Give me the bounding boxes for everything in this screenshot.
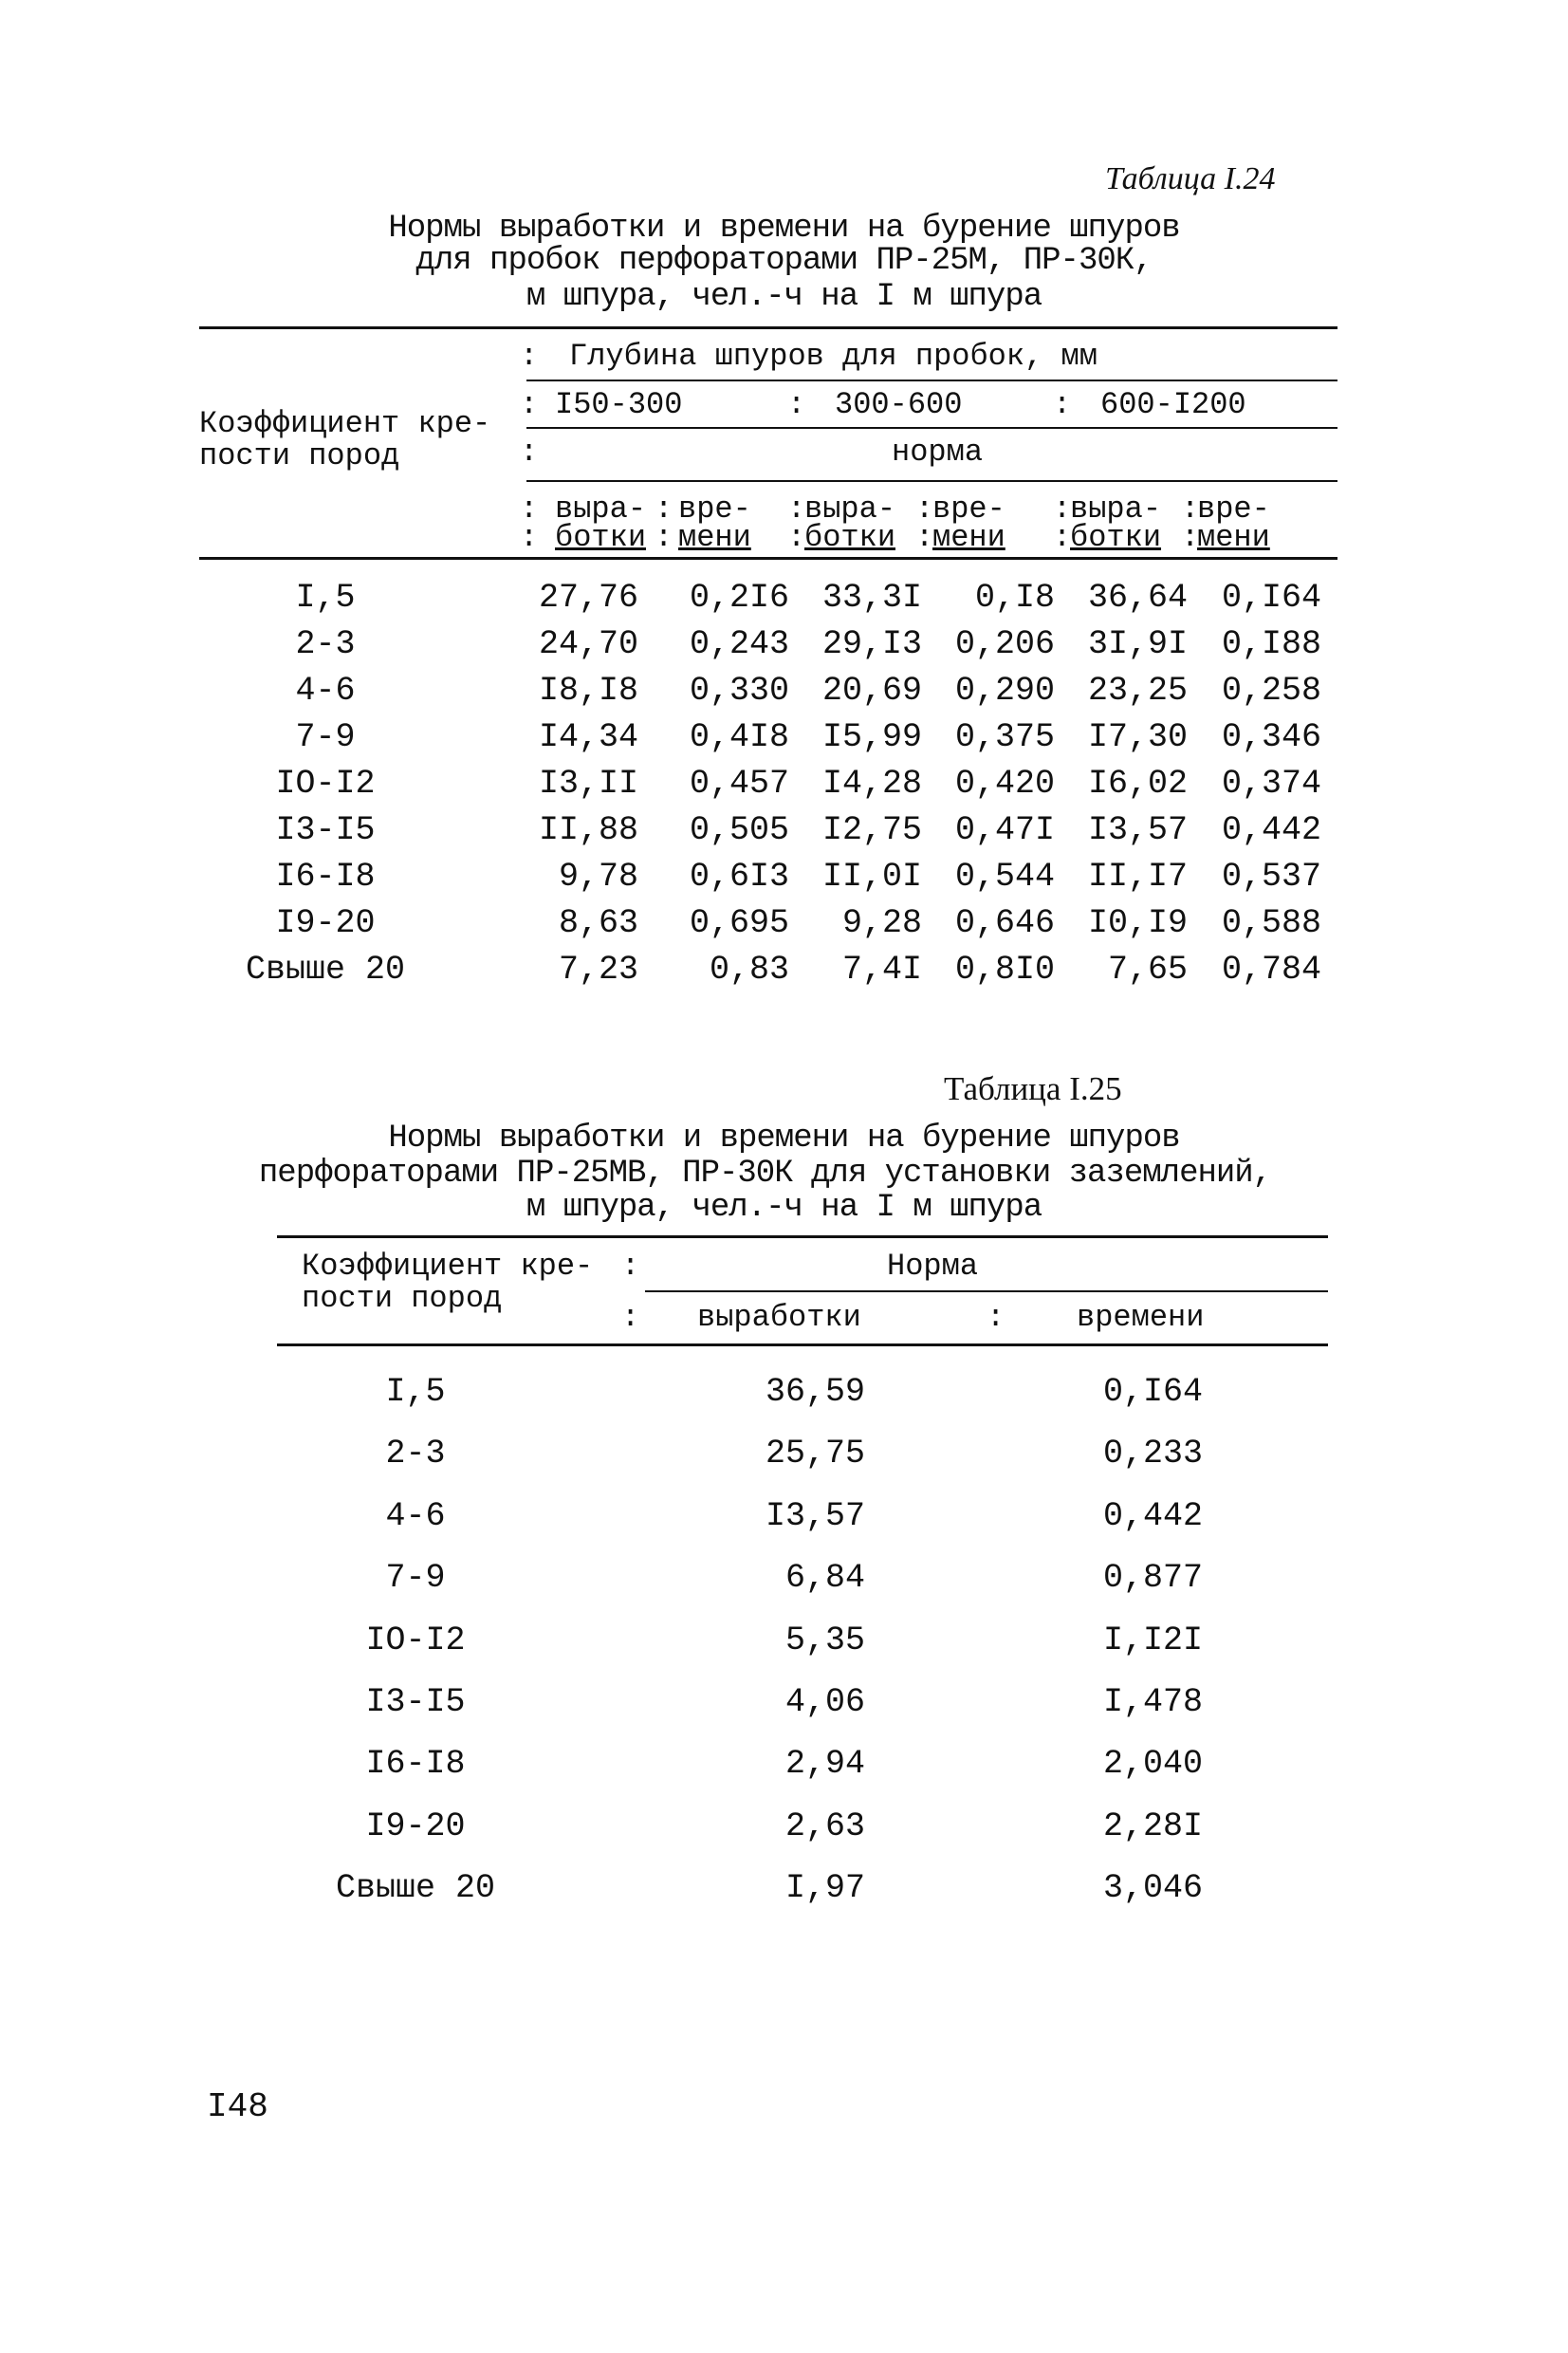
sub-time-2-a: вре- (932, 491, 1005, 527)
table-1-cell: 36,64 (1087, 579, 1188, 617)
sub-time-2-b: мени (932, 520, 1005, 555)
rule (526, 427, 1337, 429)
table-1-cell: 9,78 (558, 858, 638, 896)
table-1-cell: 0,544 (954, 858, 1055, 896)
table-1-cell: 7,23 (558, 951, 638, 989)
header-colon: : (621, 1300, 640, 1335)
table-1-row-label: 7-9 (295, 718, 356, 756)
table-2-caption-line-1: Нормы выработки и времени на бурение шпуров (388, 1121, 1180, 1157)
rule (645, 1290, 1328, 1292)
sub-time-3-a: вре- (1197, 491, 1270, 527)
table-1-cell: 0,346 (1221, 718, 1321, 756)
table-2-top-rule (277, 1235, 1328, 1238)
table-1-cell: II,0I (821, 858, 922, 896)
table-1-caption-line-2: для пробок перфораторами ПР-25М, ПР-30К, (415, 243, 1153, 279)
table-2-row-label: Свыше 20 (335, 1869, 496, 1908)
table-2-caption-line-2: перфораторами ПР-25МВ, ПР-30К для установки заземлений, (258, 1156, 1272, 1192)
table-1-cell: I4,34 (538, 718, 638, 756)
table-1-cell: 9,28 (841, 904, 922, 942)
table-1-cell: I0,I9 (1087, 904, 1188, 942)
table-2-cell: 0,233 (1102, 1435, 1203, 1473)
table-1-cell: 23,25 (1087, 672, 1188, 710)
table-1-cell: II,I7 (1087, 858, 1188, 896)
table-2-row-label: IO-I2 (365, 1621, 466, 1659)
table-1-cell: 0,258 (1221, 672, 1321, 710)
header-colon: : (655, 520, 673, 555)
sub-output-1-b: ботки (555, 520, 647, 555)
table-1-cell: II,88 (538, 811, 638, 849)
table-2-rowlabel-line-1: Коэффициент кре- (302, 1249, 594, 1284)
header-colon: : (1053, 387, 1072, 422)
table-1-label: Таблица I.24 (1105, 161, 1276, 196)
header-colon: : (655, 491, 673, 527)
table-1-row-label: IO-I2 (275, 765, 376, 803)
table-2-cell: 0,877 (1102, 1559, 1203, 1598)
header-colon: : (1053, 520, 1072, 555)
table-1-header-bottom-rule (199, 557, 1337, 560)
header-colon: : (787, 491, 806, 527)
table-2-cell: 0,442 (1102, 1496, 1203, 1535)
table-1-cell: I3,II (538, 765, 638, 803)
table-2-row-label: I3-I5 (365, 1683, 466, 1721)
header-colon: : (520, 387, 539, 422)
table-1-cell: 0,I8 (974, 579, 1055, 617)
table-1-range-3: 600-I200 (1100, 387, 1246, 422)
table-1-row-label: 4-6 (295, 672, 356, 710)
table-1-cell: 33,3I (821, 579, 922, 617)
header-colon: : (1053, 491, 1072, 527)
table-1-cell: 0,206 (954, 625, 1055, 663)
sub-output-3-b: ботки (1070, 520, 1162, 555)
header-colon: : (520, 491, 539, 527)
header-colon: : (987, 1300, 1005, 1335)
table-2-cell: 6,84 (784, 1559, 865, 1598)
sub-output-3-a: выра- (1070, 491, 1162, 527)
table-1-caption-line-1: Нормы выработки и времени на бурение шпуров (388, 211, 1180, 247)
header-colon: : (915, 520, 934, 555)
header-colon: : (1181, 491, 1200, 527)
table-1-cell: 20,69 (821, 672, 922, 710)
table-2-cell: I,97 (784, 1869, 865, 1908)
table-1-cell: 3I,9I (1087, 625, 1188, 663)
table-2-cell: 2,040 (1102, 1745, 1203, 1784)
table-1-cell: 0,4I8 (689, 718, 789, 756)
table-1-cell: 8,63 (558, 904, 638, 942)
sub-output-2-a: выра- (804, 491, 896, 527)
table-1-cell: 0,83 (709, 951, 789, 989)
table-2-cell: 5,35 (784, 1621, 865, 1659)
table-1-depth-title: Глубина шпуров для пробок, мм (569, 339, 1098, 374)
table-1-cell: 24,70 (538, 625, 638, 663)
table-2-rowlabel-line-2: пости пород (302, 1281, 503, 1316)
page-number: I48 (207, 2087, 268, 2126)
table-1-cell: 7,65 (1107, 951, 1188, 989)
table-1-cell: 0,330 (689, 672, 789, 710)
table-1-cell: 27,76 (538, 579, 638, 617)
table-1-range-2: 300-600 (835, 387, 963, 422)
table-2-cell: 36,59 (765, 1373, 865, 1411)
table-1-cell: 0,505 (689, 811, 789, 849)
rule (526, 380, 1337, 381)
table-1-row-label: 2-3 (295, 625, 356, 663)
table-1-cell: I2,75 (821, 811, 922, 849)
table-2-cell: 2,94 (784, 1745, 865, 1784)
table-1-rowlabel-line-1: Коэффициент кре- (199, 406, 491, 441)
table-1-cell: 0,537 (1221, 858, 1321, 896)
sub-time-1-b: мени (678, 520, 751, 555)
table-1-cell: 0,695 (689, 904, 789, 942)
table-2-cell: 3,046 (1102, 1869, 1203, 1908)
table-2-cell: 25,75 (765, 1435, 865, 1473)
sub-output-1-a: выра- (555, 491, 647, 527)
table-1-cell: 0,243 (689, 625, 789, 663)
table-1-cell: 0,374 (1221, 765, 1321, 803)
sub-time-1-a: вре- (678, 491, 751, 527)
table-2-cell: 2,63 (784, 1806, 865, 1845)
table-2-cell: I,478 (1102, 1683, 1203, 1721)
sub-output-2-b: ботки (804, 520, 896, 555)
table-1-cell: 0,290 (954, 672, 1055, 710)
table-1-cell: 0,375 (954, 718, 1055, 756)
table-1-norm-label: норма (892, 435, 984, 470)
table-2-cell: 0,I64 (1102, 1373, 1203, 1411)
table-2-row-label: 4-6 (385, 1496, 446, 1535)
table-1-cell: 29,I3 (821, 625, 922, 663)
table-1-cell: 0,8I0 (954, 951, 1055, 989)
table-2-cell: 4,06 (784, 1683, 865, 1721)
table-2-label: Таблица I.25 (944, 1070, 1122, 1107)
table-1-cell: 0,2I6 (689, 579, 789, 617)
table-1-cell: I5,99 (821, 718, 922, 756)
table-1-cell: 0,420 (954, 765, 1055, 803)
table-1-cell: I8,I8 (538, 672, 638, 710)
table-1-cell: 0,646 (954, 904, 1055, 942)
header-colon: : (520, 435, 539, 470)
table-1-cell: I7,30 (1087, 718, 1188, 756)
table-2-row-label: I6-I8 (365, 1745, 466, 1784)
table-1-row-label: Свыше 20 (245, 951, 406, 989)
table-1-cell: 0,442 (1221, 811, 1321, 849)
table-1-cell: 0,47I (954, 811, 1055, 849)
table-2-cell: I3,57 (765, 1496, 865, 1535)
table-1-cell: 0,6I3 (689, 858, 789, 896)
table-2-norm-label: Норма (887, 1249, 979, 1284)
sub-time-3-b: мени (1197, 520, 1270, 555)
table-1-caption-line-3: м шпура, чел.-ч на I м шпура (526, 279, 1042, 315)
header-colon: : (787, 387, 806, 422)
table-2-header-bottom-rule (277, 1343, 1328, 1346)
table-2-cell: I,I2I (1102, 1621, 1203, 1659)
table-2-caption-line-3: м шпура, чел.-ч на I м шпура (526, 1190, 1042, 1226)
table-1-cell: 0,I88 (1221, 625, 1321, 663)
table-1-cell: 0,457 (689, 765, 789, 803)
table-1-cell: 0,588 (1221, 904, 1321, 942)
table-2-row-label: I,5 (385, 1373, 446, 1411)
header-colon: : (621, 1249, 640, 1284)
table-1-cell: 0,I64 (1221, 579, 1321, 617)
table-1-cell: I4,28 (821, 765, 922, 803)
table-1-row-label: I9-20 (275, 904, 376, 942)
table-1-rowlabel-line-2: пости пород (199, 438, 400, 473)
table-1-cell: I6,02 (1087, 765, 1188, 803)
rule (526, 480, 1337, 482)
header-colon: : (787, 520, 806, 555)
table-1-cell: I3,57 (1087, 811, 1188, 849)
header-colon: : (520, 339, 539, 374)
table-2-row-label: 2-3 (385, 1435, 446, 1473)
header-colon: : (915, 491, 934, 527)
table-2-row-label: I9-20 (365, 1806, 466, 1845)
table-2-cell: 2,28I (1102, 1806, 1203, 1845)
table-2-col-time: времени (1077, 1300, 1205, 1335)
table-1-range-1: I50-300 (555, 387, 683, 422)
header-colon: : (1181, 520, 1200, 555)
table-1-cell: 0,784 (1221, 951, 1321, 989)
table-1-cell: 7,4I (841, 951, 922, 989)
table-2-col-output: выработки (697, 1300, 861, 1335)
header-colon: : (520, 520, 539, 555)
table-1-row-label: I,5 (295, 579, 356, 617)
table-1-row-label: I3-I5 (275, 811, 376, 849)
table-2-row-label: 7-9 (385, 1559, 446, 1598)
table-1-row-label: I6-I8 (275, 858, 376, 896)
table-1-top-rule (199, 326, 1337, 329)
